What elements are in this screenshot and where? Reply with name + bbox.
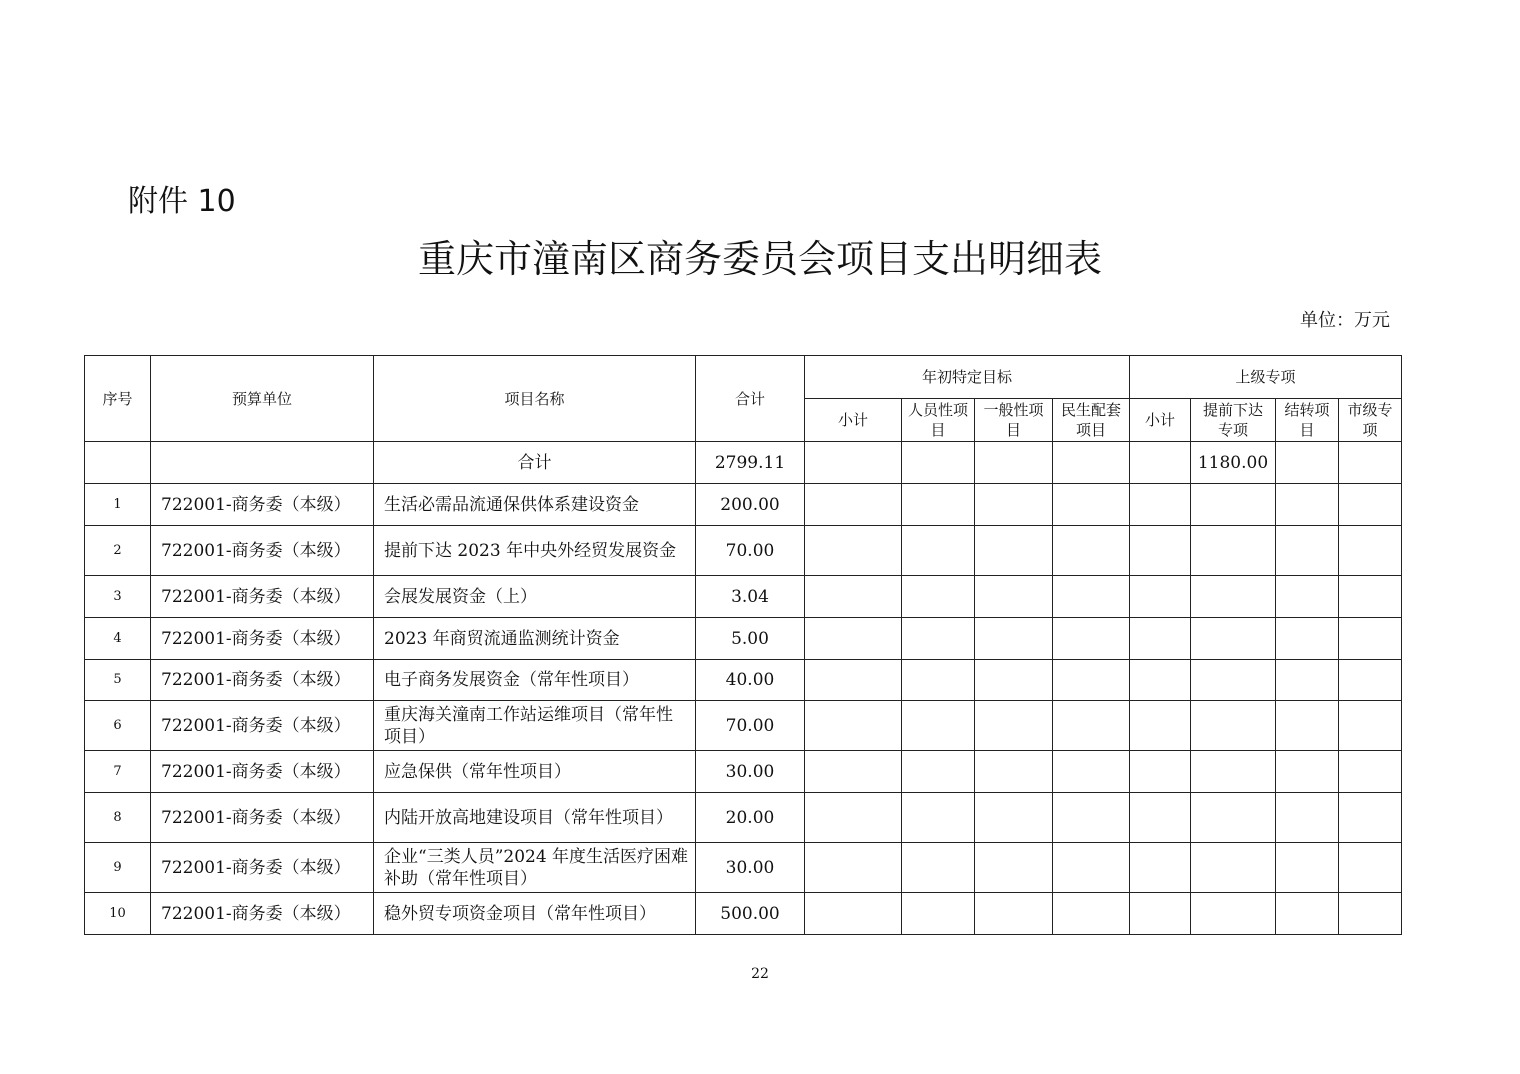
- row-empty-cell: [1339, 893, 1402, 935]
- row-empty-cell: [1276, 660, 1339, 701]
- row-total: 30.00: [696, 751, 805, 793]
- row-unit: 722001-商务委（本级）: [151, 893, 374, 935]
- row-empty-cell: [805, 893, 902, 935]
- row-empty-cell: [1130, 751, 1191, 793]
- row-empty-cell: [805, 660, 902, 701]
- row-empty-cell: [975, 526, 1053, 576]
- table-row: [85, 751, 1402, 793]
- row-project: 生活必需品流通保供体系建设资金: [374, 484, 696, 526]
- row-empty-cell: [1053, 484, 1130, 526]
- row-unit: 722001-商务委（本级）: [151, 576, 374, 618]
- header-g1-subtotal: 小计: [805, 399, 902, 442]
- row-empty-cell: [1053, 618, 1130, 660]
- row-empty-cell: [1276, 701, 1339, 751]
- header-total: 合计: [696, 356, 805, 442]
- row-empty-cell: [1339, 618, 1402, 660]
- row-empty-cell: [805, 484, 902, 526]
- row-project: 稳外贸专项资金项目（常年性项目）: [374, 893, 696, 935]
- header-unit: 预算单位: [151, 356, 374, 442]
- row-unit: 722001-商务委（本级）: [151, 526, 374, 576]
- row-empty-cell: [1191, 484, 1276, 526]
- table-row: [85, 484, 1402, 526]
- header-group-annual: 年初特定目标: [805, 356, 1130, 399]
- expenditure-table: [84, 355, 1402, 935]
- row-seq: 4: [85, 618, 151, 660]
- row-total: 70.00: [696, 526, 805, 576]
- table-row: [85, 701, 1402, 751]
- row-empty-cell: [805, 526, 902, 576]
- row-seq: 10: [85, 893, 151, 935]
- row-unit: 722001-商务委（本级）: [151, 793, 374, 843]
- total-advance: 1180.00: [1191, 442, 1276, 484]
- row-total: 500.00: [696, 893, 805, 935]
- row-empty-cell: [1053, 576, 1130, 618]
- row-empty-cell: [902, 618, 975, 660]
- row-empty-cell: [1130, 701, 1191, 751]
- row-empty-cell: [1276, 793, 1339, 843]
- row-empty-cell: [902, 843, 975, 893]
- header-g2-municipal: 市级专项: [1339, 399, 1402, 442]
- page-number: 22: [751, 966, 769, 982]
- row-empty-cell: [1276, 576, 1339, 618]
- row-unit: 722001-商务委（本级）: [151, 843, 374, 893]
- row-empty-cell: [1053, 793, 1130, 843]
- row-empty-cell: [805, 843, 902, 893]
- row-empty-cell: [1191, 751, 1276, 793]
- header-seq: 序号: [85, 356, 151, 442]
- total-amount: 2799.11: [696, 442, 805, 484]
- row-empty-cell: [975, 843, 1053, 893]
- table-row: [85, 893, 1402, 935]
- table-row: [85, 526, 1402, 576]
- row-seq: 3: [85, 576, 151, 618]
- row-empty-cell: [902, 576, 975, 618]
- row-seq: 1: [85, 484, 151, 526]
- row-unit: 722001-商务委（本级）: [151, 660, 374, 701]
- row-empty-cell: [975, 660, 1053, 701]
- row-empty-cell: [1130, 526, 1191, 576]
- row-empty-cell: [1053, 893, 1130, 935]
- header-g2-carryover: 结转项目: [1276, 399, 1339, 442]
- row-empty-cell: [1339, 793, 1402, 843]
- table-row: [85, 618, 1402, 660]
- row-empty-cell: [805, 751, 902, 793]
- row-unit: 722001-商务委（本级）: [151, 701, 374, 751]
- row-total: 20.00: [696, 793, 805, 843]
- row-total: 70.00: [696, 701, 805, 751]
- row-unit: 722001-商务委（本级）: [151, 751, 374, 793]
- total-row: [85, 442, 1402, 484]
- row-empty-cell: [805, 701, 902, 751]
- row-seq: 8: [85, 793, 151, 843]
- row-project: 企业“三类人员”2024 年度生活医疗困难补助（常年性项目）: [374, 843, 696, 893]
- table-row: [85, 660, 1402, 701]
- row-empty-cell: [1276, 843, 1339, 893]
- row-empty-cell: [1191, 893, 1276, 935]
- row-empty-cell: [902, 793, 975, 843]
- row-seq: 9: [85, 843, 151, 893]
- row-empty-cell: [1191, 618, 1276, 660]
- row-empty-cell: [975, 701, 1053, 751]
- row-project: 内陆开放高地建设项目（常年性项目）: [374, 793, 696, 843]
- row-empty-cell: [1053, 701, 1130, 751]
- row-seq: 7: [85, 751, 151, 793]
- header-g1-livelihood: 民生配套项目: [1053, 399, 1130, 442]
- row-empty-cell: [1339, 576, 1402, 618]
- row-project: 提前下达 2023 年中央外经贸发展资金: [374, 526, 696, 576]
- table-row: [85, 843, 1402, 893]
- row-empty-cell: [1130, 484, 1191, 526]
- row-unit: 722001-商务委（本级）: [151, 618, 374, 660]
- page-title: 重庆市潼南区商务委员会项目支出明细表: [417, 237, 1102, 281]
- row-empty-cell: [975, 893, 1053, 935]
- row-empty-cell: [975, 484, 1053, 526]
- row-empty-cell: [805, 618, 902, 660]
- header-g1-general: 一般性项目: [975, 399, 1053, 442]
- header-g2-advance: 提前下达专项: [1191, 399, 1276, 442]
- row-empty-cell: [902, 484, 975, 526]
- row-empty-cell: [1191, 660, 1276, 701]
- row-empty-cell: [805, 793, 902, 843]
- total-label: 合计: [374, 442, 696, 484]
- row-empty-cell: [902, 701, 975, 751]
- header-g1-personnel: 人员性项目: [902, 399, 975, 442]
- row-empty-cell: [1191, 701, 1276, 751]
- header-project: 项目名称: [374, 356, 696, 442]
- row-empty-cell: [1276, 751, 1339, 793]
- attachment-label: 附件 10: [128, 184, 236, 219]
- row-empty-cell: [805, 576, 902, 618]
- row-total: 30.00: [696, 843, 805, 893]
- row-empty-cell: [975, 793, 1053, 843]
- row-empty-cell: [1191, 526, 1276, 576]
- table-row: [85, 576, 1402, 618]
- row-total: 200.00: [696, 484, 805, 526]
- row-empty-cell: [1339, 751, 1402, 793]
- header-g2-subtotal: 小计: [1130, 399, 1191, 442]
- header-group-superior: 上级专项: [1130, 356, 1402, 399]
- row-empty-cell: [1053, 843, 1130, 893]
- row-project: 应急保供（常年性项目）: [374, 751, 696, 793]
- row-empty-cell: [1130, 660, 1191, 701]
- row-empty-cell: [1130, 893, 1191, 935]
- row-seq: 2: [85, 526, 151, 576]
- row-empty-cell: [975, 618, 1053, 660]
- row-empty-cell: [1339, 843, 1402, 893]
- row-empty-cell: [1191, 793, 1276, 843]
- row-empty-cell: [1191, 843, 1276, 893]
- row-empty-cell: [1339, 701, 1402, 751]
- row-empty-cell: [975, 751, 1053, 793]
- row-empty-cell: [1130, 618, 1191, 660]
- row-project: 2023 年商贸流通监测统计资金: [374, 618, 696, 660]
- row-empty-cell: [1276, 893, 1339, 935]
- row-empty-cell: [1130, 576, 1191, 618]
- row-empty-cell: [902, 660, 975, 701]
- row-unit: 722001-商务委（本级）: [151, 484, 374, 526]
- row-empty-cell: [1276, 618, 1339, 660]
- unit-label: 单位：万元: [1300, 310, 1390, 331]
- row-seq: 5: [85, 660, 151, 701]
- row-project: 电子商务发展资金（常年性项目）: [374, 660, 696, 701]
- row-empty-cell: [1053, 660, 1130, 701]
- row-empty-cell: [1339, 660, 1402, 701]
- row-empty-cell: [975, 576, 1053, 618]
- row-project: 重庆海关潼南工作站运维项目（常年性项目）: [374, 701, 696, 751]
- row-empty-cell: [1130, 793, 1191, 843]
- row-empty-cell: [1276, 526, 1339, 576]
- row-empty-cell: [1191, 576, 1276, 618]
- row-total: 3.04: [696, 576, 805, 618]
- row-empty-cell: [1339, 484, 1402, 526]
- row-project: 会展发展资金（上）: [374, 576, 696, 618]
- row-empty-cell: [902, 751, 975, 793]
- row-empty-cell: [1053, 526, 1130, 576]
- row-empty-cell: [1053, 751, 1130, 793]
- row-total: 5.00: [696, 618, 805, 660]
- row-total: 40.00: [696, 660, 805, 701]
- row-seq: 6: [85, 701, 151, 751]
- row-empty-cell: [1276, 484, 1339, 526]
- table-row: [85, 793, 1402, 843]
- row-empty-cell: [902, 526, 975, 576]
- row-empty-cell: [1339, 526, 1402, 576]
- row-empty-cell: [902, 893, 975, 935]
- row-empty-cell: [1130, 843, 1191, 893]
